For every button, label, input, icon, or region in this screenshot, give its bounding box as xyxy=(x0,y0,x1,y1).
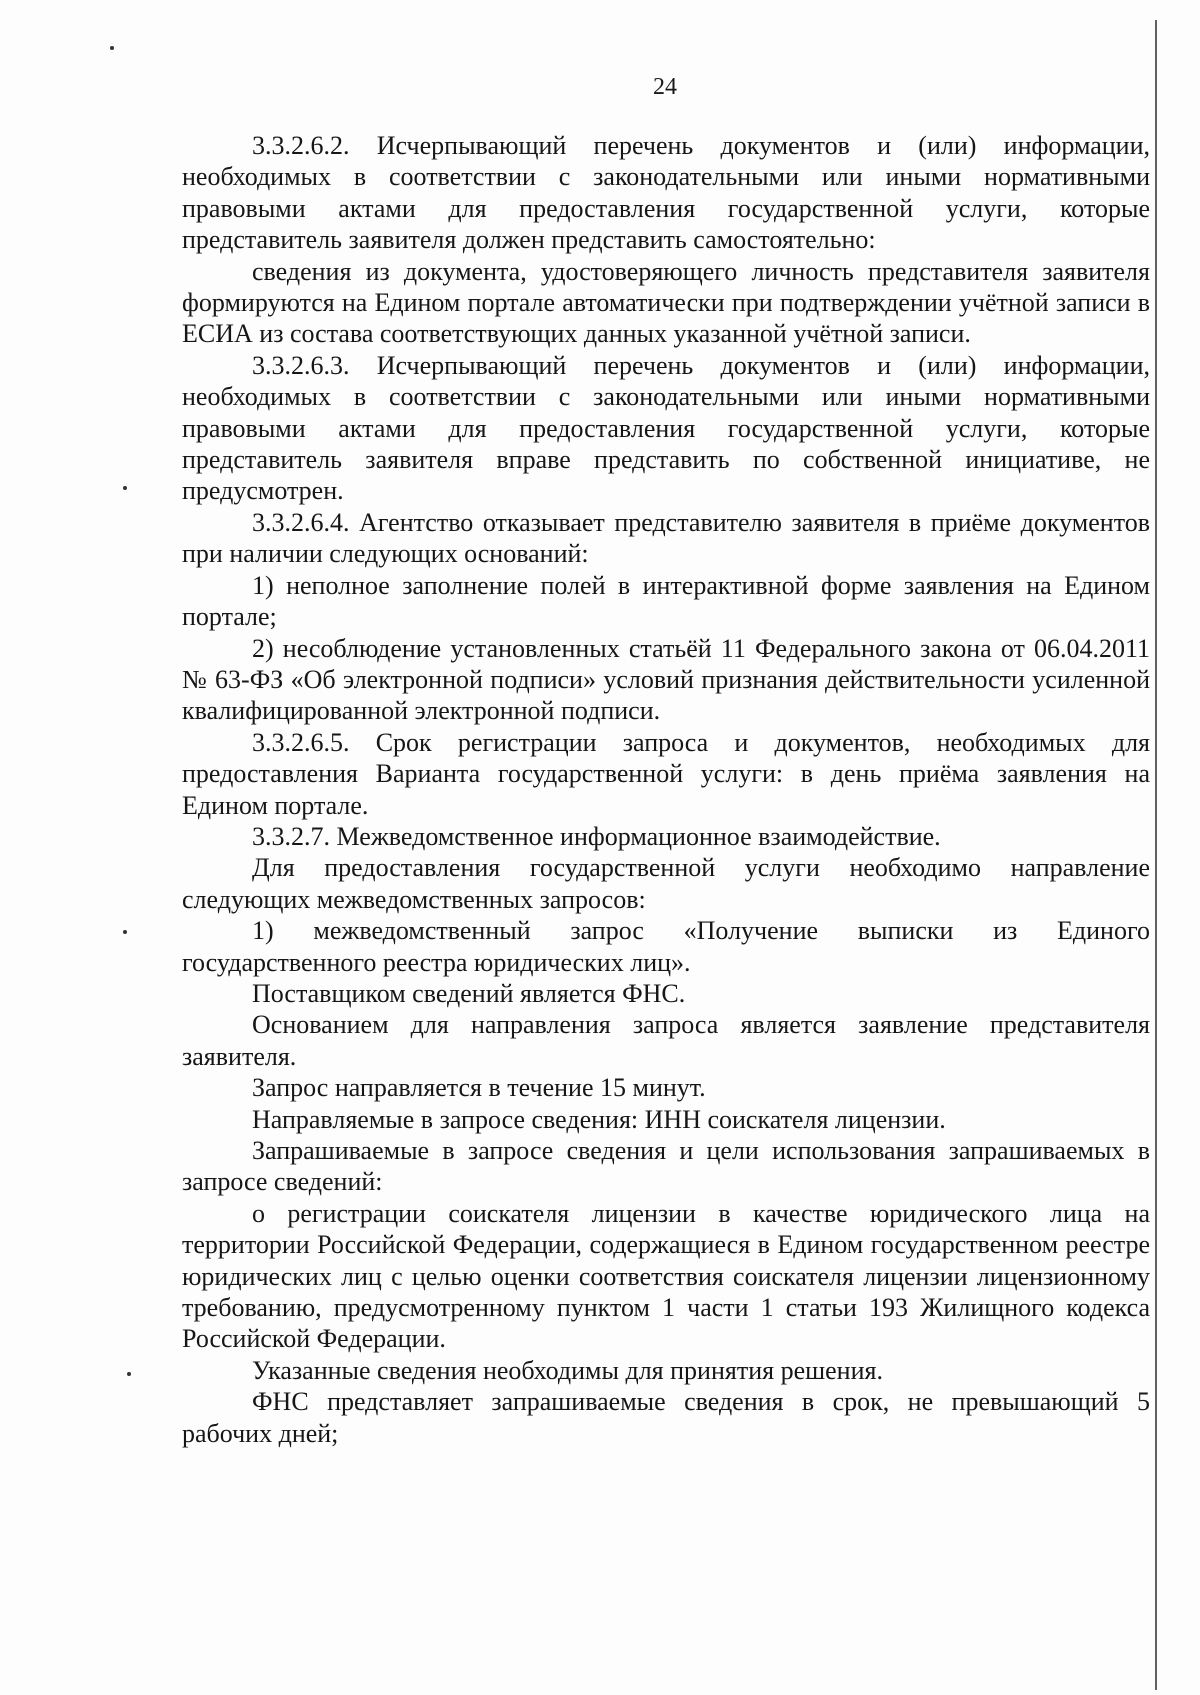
paragraph: сведения из документа, удостоверяющего личность представителя заявителя формируются на Едином портале автоматически при подтверждении учётной записи в ЕСИА из состава соответствующих данных указанной учётной записи. xyxy=(182,256,1150,349)
paragraph: 1) неполное заполнение полей в интерактивной форме заявления на Едином портале; xyxy=(182,570,1150,632)
document-body xyxy=(182,130,1150,1449)
paragraph: о регистрации соискателя лицензии в качестве юридического лица на территории Российской Федерации, содержащиеся в Едином государственном реестре юридических лиц с целью оценки соответствия соискателя лицензии лицензионному требованию, предусмотренному пунктом 1 части 1 статьи 193 Жилищного кодекса Российской Федерации. xyxy=(182,1198,1150,1354)
scan-speck xyxy=(123,930,127,934)
paragraph: 1) межведомственный запрос «Получение выписки из Единого государственного реестра юридических лиц». xyxy=(182,916,1150,977)
paragraph: 3.3.2.6.4. Агентство отказывает представителю заявителя в приёме документов при наличии следующих оснований: xyxy=(182,507,1150,569)
paragraph: Для предоставления государственной услуги необходимо направление следующих межведомственных запросов: xyxy=(182,853,1150,914)
paragraph: ФНС представляет запрашиваемые сведения в срок, не превышающий 5 рабочих дней; xyxy=(182,1387,1150,1448)
paragraph: 3.3.2.6.3. Исчерпывающий перечень документов и (или) информации, необходимых в соответствии с законодательными или иными нормативными правовыми актами для предоставления государственной услуги, которые представитель заявителя вправе представить по собственной инициативе, не предусмотрен. xyxy=(182,350,1150,506)
paragraph: Поставщиком сведений является ФНС. xyxy=(252,978,686,1008)
paragraph: Указанные сведения необходимы для принятия решения. xyxy=(252,1355,883,1385)
scan-speck xyxy=(110,46,114,50)
scan-edge-line xyxy=(1155,20,1157,1690)
scan-speck xyxy=(127,1372,131,1376)
page-number: 24 xyxy=(653,74,677,100)
paragraph: 2) несоблюдение установленных статьёй 11 Федерального закона от 06.04.2011 № 63-ФЗ «Об электронной подписи» условий признания действительности усиленной квалифицированной электронной подписи. xyxy=(182,633,1150,726)
paragraph: Основанием для направления запроса является заявление представителя заявителя. xyxy=(182,1010,1150,1071)
paragraph: Запрашиваемые в запросе сведения и цели использования запрашиваемых в запросе сведений: xyxy=(182,1136,1150,1197)
scan-speck xyxy=(123,486,127,490)
paragraph: Запрос направляется в течение 15 минут. xyxy=(252,1073,706,1103)
paragraph: Направляемые в запросе сведения: ИНН соискателя лицензии. xyxy=(252,1104,946,1134)
paragraph: 3.3.2.6.2. Исчерпывающий перечень документов и (или) информации, необходимых в соответствии с законодательными или иными нормативными правовыми актами для предоставления государственной услуги, которые представитель заявителя должен представить самостоятельно: xyxy=(182,131,1150,255)
paragraph: 3.3.2.7. Межведомственное информационное взаимодействие. xyxy=(252,821,941,851)
paragraph: 3.3.2.6.5. Срок регистрации запроса и документов, необходимых для предоставления Варианта государственной услуги: в день приёма заявления на Едином портале. xyxy=(182,727,1150,820)
